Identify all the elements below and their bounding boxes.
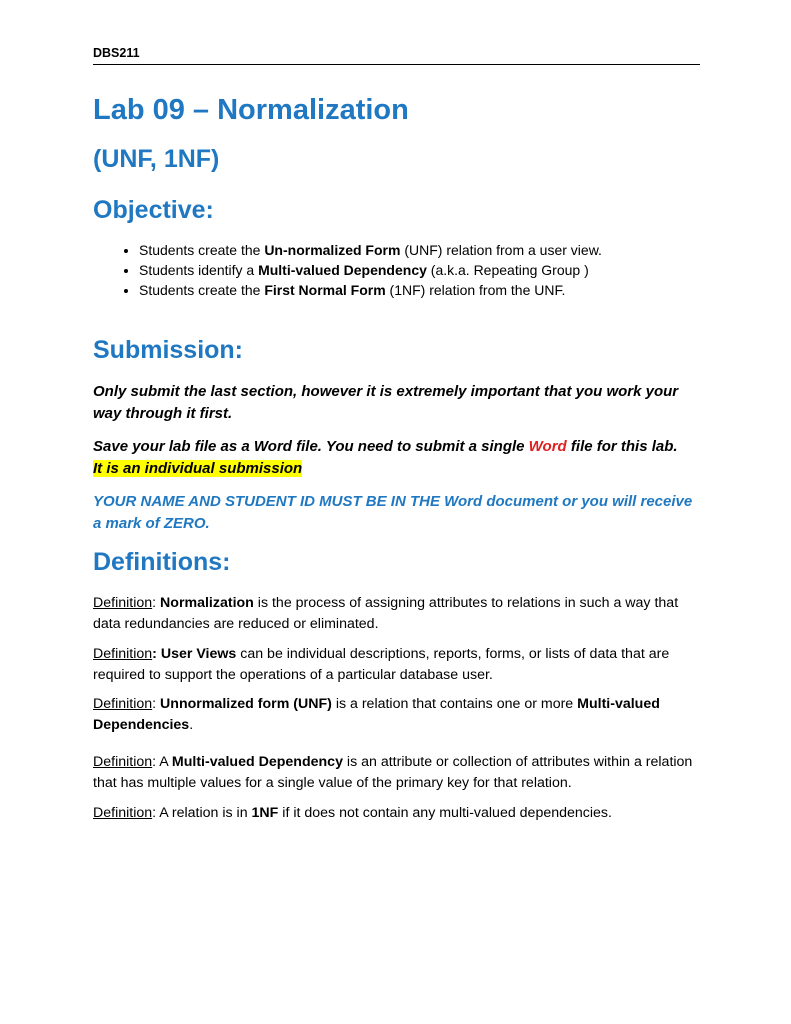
page-header bbox=[93, 46, 700, 65]
submission-format: Save your lab file as a Word file. You need to submit a single Word file for this lab. It is an individual submission bbox=[93, 438, 678, 477]
submission-warning: YOUR NAME AND STUDENT ID MUST BE IN THE Word document or you will receive a mark of ZERO. bbox=[93, 493, 693, 532]
course-code: DBS211 bbox=[93, 46, 140, 60]
objective-item: • Students identify a Multi-valued Dependency (a.k.a. Repeating Group ) bbox=[139, 260, 699, 280]
definition-multi-valued-dependency: Definition: A Multi-valued Dependency is an attribute or collection of attributes within a relation that has multiple values for a single value of the primary key for that relation. bbox=[93, 754, 693, 791]
submission-heading: Submission: bbox=[93, 336, 244, 364]
objective-heading: Objective: bbox=[93, 196, 214, 224]
word-highlight: Word bbox=[528, 438, 567, 455]
document-subtitle: (UNF, 1NF) bbox=[93, 145, 220, 173]
individual-submission-highlight: It is an individual submission bbox=[93, 460, 303, 477]
definition-user-views: Definition: User Views can be individual descriptions, reports, forms, or lists of data that are required to support the operations of a particular database user. bbox=[93, 646, 670, 683]
document-title: Lab 09 – Normalization bbox=[93, 94, 409, 126]
objective-item: • Students create the Un-normalized Form (UNF) relation from a user view. bbox=[139, 240, 699, 260]
objective-item: • Students create the First Normal Form (1NF) relation from the UNF. bbox=[139, 280, 699, 300]
definition-1nf: Definition: A relation is in 1NF if it does not contain any multi-valued dependencies. bbox=[93, 805, 612, 821]
submission-note: Only submit the last section, however it is extremely important that you work your way through it first. bbox=[93, 383, 679, 422]
objective-list bbox=[93, 240, 699, 300]
definition-normalization: Definition: Normalization is the process of assigning attributes to relations in such a way that data redundancies are reduced or eliminated. bbox=[93, 595, 679, 632]
definition-unf: Definition: Unnormalized form (UNF) is a relation that contains one or more Multi-valued Dependencies. bbox=[93, 696, 660, 733]
definitions-heading: Definitions: bbox=[93, 548, 231, 576]
